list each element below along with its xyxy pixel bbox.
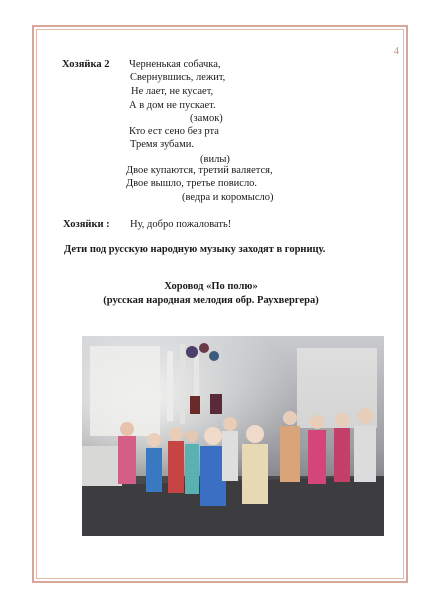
verse-speaker: Хозяйка 2 xyxy=(62,59,110,70)
riddle-answer: (вилы) xyxy=(200,154,230,165)
verse-line: Не лает, не кусает, xyxy=(131,86,214,97)
greeting-speaker: Хозяйки : xyxy=(63,219,110,230)
children-dance-photo xyxy=(82,336,384,536)
verse-line: Свернувшись, лежит, xyxy=(130,72,226,83)
verse-line: Черненькая собачка, xyxy=(129,59,221,70)
verse-line: Двое вышло, третье повисло. xyxy=(126,178,258,189)
verse-line: А в дом не пускает. xyxy=(129,100,216,111)
verse-line: Двое купаются, третий валяется, xyxy=(126,165,273,176)
verse-line: Тремя зубами. xyxy=(130,139,194,150)
riddle-answer: (замок) xyxy=(190,113,223,124)
riddle-answer: (ведра и коромысло) xyxy=(182,192,274,203)
page-number: 4 xyxy=(394,46,399,57)
verse-line: Кто ест сено без рта xyxy=(129,126,219,137)
dance-subtitle: (русская народная мелодия обр. Раухвергера) xyxy=(103,295,319,306)
greeting-text: Ну, добро пожаловать! xyxy=(130,219,232,230)
dance-title: Хоровод «По полю» xyxy=(164,281,258,292)
stage-direction: Дети под русскую народную музыку заходят в горницу. xyxy=(64,244,326,255)
